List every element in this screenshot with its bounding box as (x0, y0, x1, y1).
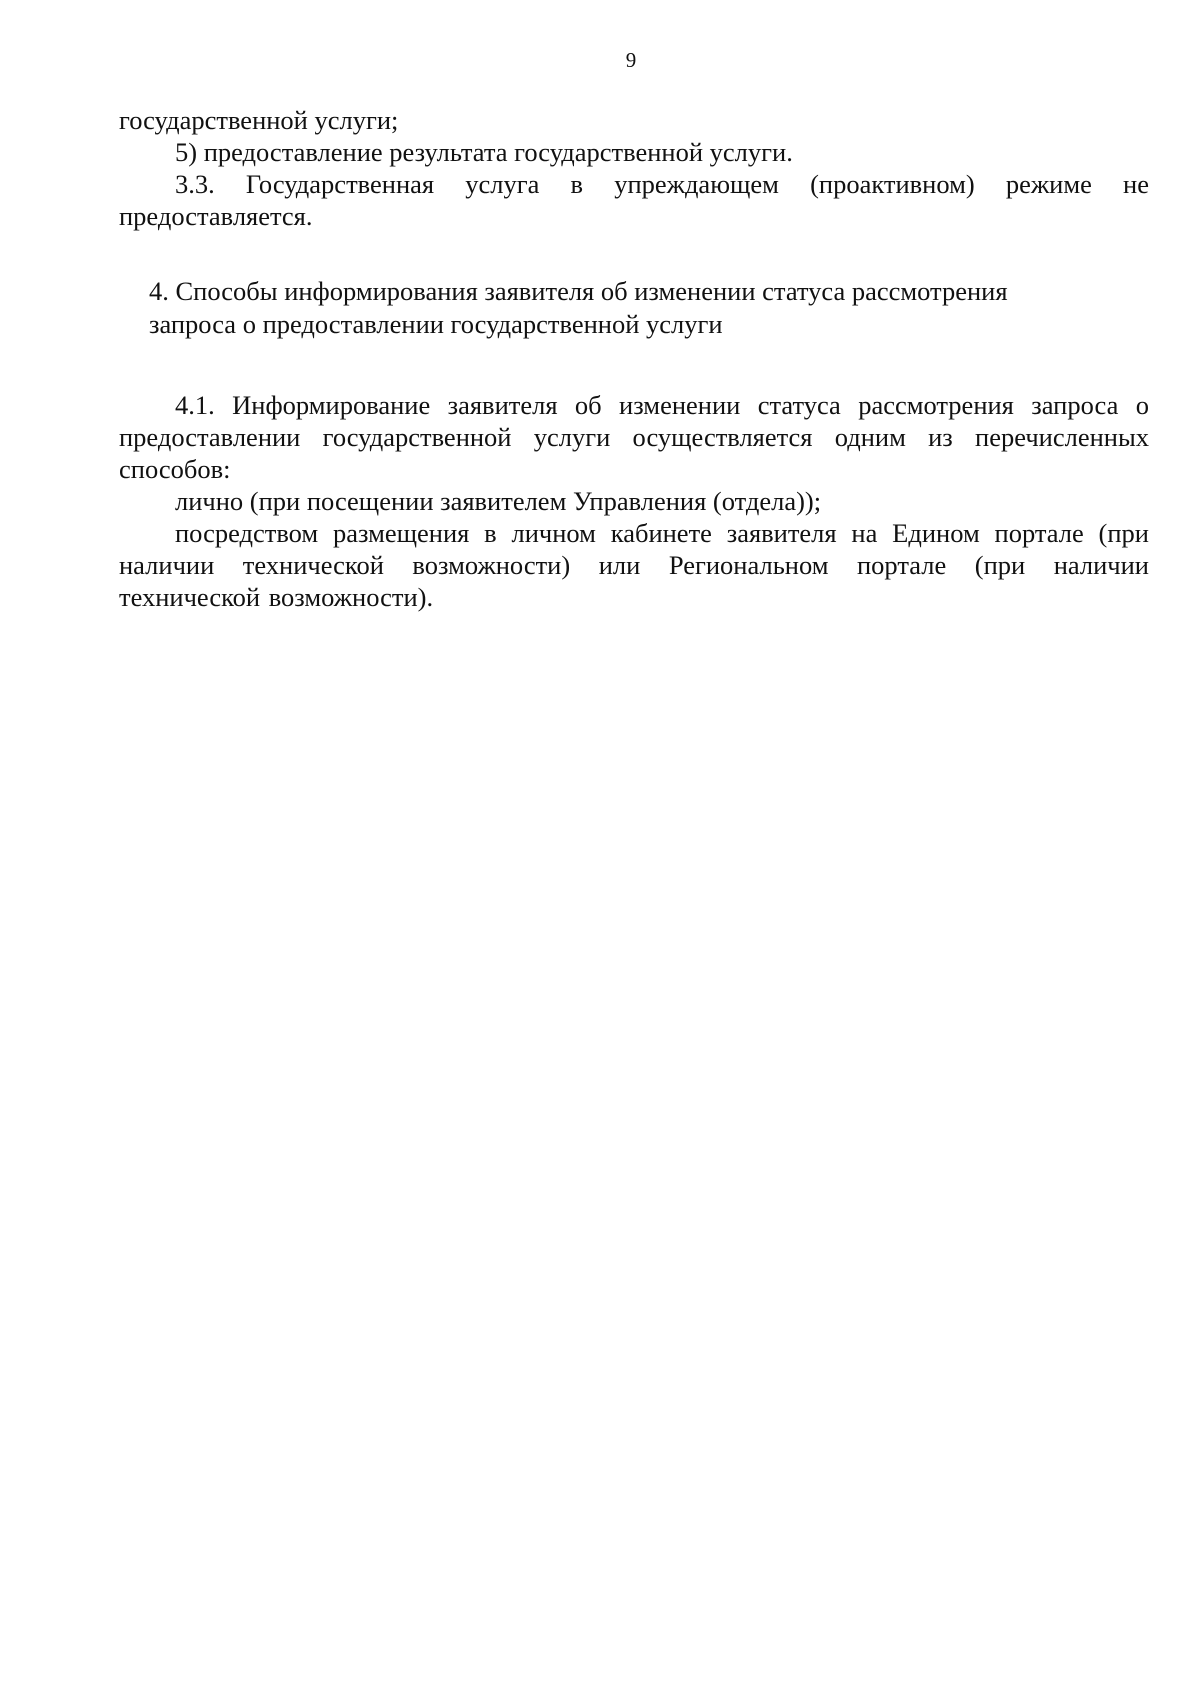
paragraph-4-1: 4.1. Информирование заявителя об изменении статуса рассмотрения запроса о предоставлении государственной услуги осуществляется одним из перечисленных способов: (119, 390, 1149, 484)
section-4-heading (119, 275, 1149, 341)
section-4-heading-line-2: запроса о предоставлении государственной услуги (149, 309, 723, 339)
section-3-item-5: 5) предоставление результата государственной услуги. (175, 137, 793, 167)
method-portal: посредством размещения в личном кабинете заявителя на Едином портале (при наличии технической возможности) или Региональном портале (при наличии технической возможности). (119, 518, 1149, 612)
section-4-heading-line-1: 4. Способы информирования заявителя об изменении статуса рассмотрения (149, 276, 1008, 306)
method-in-person: лично (при посещении заявителем Управления (отдела)); (175, 486, 822, 516)
paragraph-3-3: 3.3. Государственная услуга в упреждающем (проактивном) режиме не предоставляется. (119, 169, 1149, 231)
page-number: 9 (625, 48, 637, 72)
section-3-continuation: государственной услуги; (119, 105, 399, 135)
document-body (119, 104, 1149, 613)
